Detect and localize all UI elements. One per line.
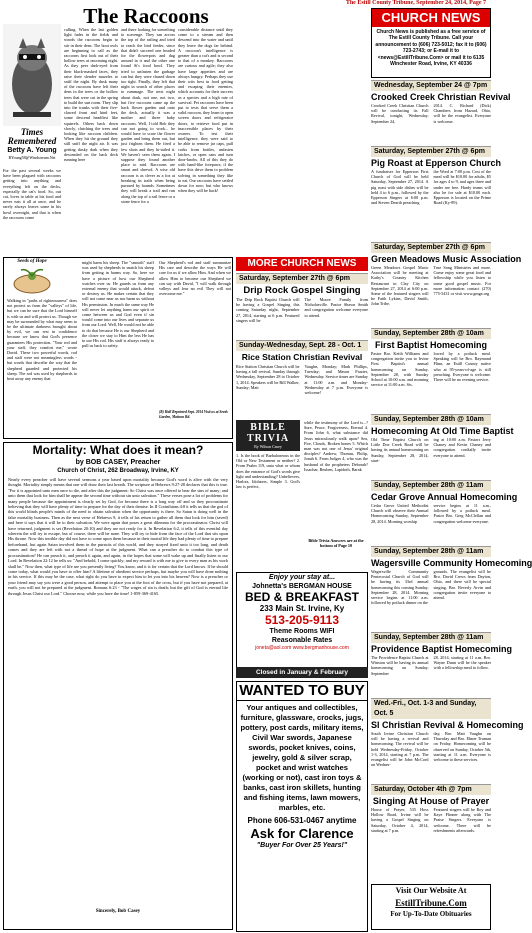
bible-trivia-byline: By Wilson Casey [254,444,282,449]
rice-station-col1: Rice Station Christian Church will be having a fall revival, Sunday through Wednesday, September 28 to October 1, 2014. Speakers will be Bill Walker, Sunday; Matt [236,364,300,390]
event-text-c1: The Providence Baptist Church at Winston will be having its annual homecoming on Sunday, September [371,655,429,676]
church-event [371,698,524,784]
event-text-c1: Crooked Creek Christian Church will be conducting its Fall Revival, tonight, Wednesday, September 24, [371,103,429,124]
event-text-c1: Old Time Baptist Church on Little Doe Creek Road will be having its annual homecoming on Sunday, September 28, 2014, start- [371,437,429,463]
event-text-c2: lowed by a potluck meal. Speaking will be Bro. Raymond Flinn, an Estill County native who at 95-years-of-age is still preaching. Everyone is welcome. There will be no evening service. [433,351,491,383]
times-author: Betty A. Young [7,147,57,154]
wanted-title: WANTED TO BUY [237,682,367,701]
bible-trivia-more: while the testimony of the Lord is...? Sure, Peace, Forgiveness, Eternal 4. From John 6, what substance did Jesus miraculously walk upon? Sea, Fire, Clouds, Broken bones 5. Which man was not one of Jesus' original disciples? Andrew, Thomas, Philip, Jonah 6. From Judges 4, who was the husband of the prophetess Deborah? Issachar, Reuben, Lapidoth, Barak [304,420,368,472]
wanted-to-buy-ad [236,681,368,932]
rice-station-date: Sunday-Wednesday, Sept. 28 - Oct. 1 [236,340,368,351]
event-date: Saturday, September 27th @ 6pm [371,146,491,157]
event-text-c1: Green Meadows Gospel Music Association will be meeting at Kathy's Country Kitchen Restaurant in Clay City on September 27, 2014 at 6:00 p.m. Some of the featured singers will be Faith Lykins, David Smith, John Tribe, [371,265,429,307]
bnb-line2: BED & BREAKFAST [244,590,359,604]
event-text-c2: Featured singers will be Roy and Kaye Flinner along with The Praise Singers. Everyone is welcome. There will be refreshments afterwards. [433,807,491,833]
wanted-slogan: "Buyer For Over 25 Years!" [256,842,348,849]
bible-trivia-answers: Bible Trivia Answers are at the bottom of Page 10 [308,538,364,548]
event-title: Sl Christian Revival & Homecoming [371,720,524,730]
hands-icon [7,260,57,296]
event-date: Saturday, October 4th @ 7pm [371,784,491,795]
drip-rock-col1: The Drip Rock Baptist Church will be having a Gospel Singing this coming Saturday night, September 27, 2014, starting at 6 p.m. Featured singers will be [236,297,300,323]
raccoons-col1-mid: By dusk many of the raccoons have left their dens in the trees or the hollow trees that were cut in the spring to build the sun room. They slip into the trunks with their five-clawed front and hind feet, some descend headfirst like squirrels. Others back down slowly, clutching the trees and looking like raccoon children. When they hit the ground they still sniff the night air. [64,79,119,147]
raccoons-col1 [64,27,118,255]
church-event [371,242,522,328]
church-event [371,328,491,414]
event-title: Crooked Creek Christian Revival [371,92,511,102]
times-remembered-column [3,128,61,168]
event-text-c1: Pastor Bro. Keith Williams and congregation invite you to Irvine First Baptist's annual homecoming on Sunday, September 28, with Sunday School at 10:00 a.m. and morning service at 11:00 a.m. Sis. [371,351,429,388]
mortality-byline: by BOB CASEY, Preacher [75,459,161,466]
event-title: Singing At House of Prayer [372,796,490,806]
raccoon-photo [3,24,61,126]
event-title: First Baptist Homecoming [374,340,487,350]
church-event [371,784,491,858]
event-title: Pig Roast at Epperson Church [371,158,502,168]
event-date: Sunday, September 28th @ 11am [371,480,491,491]
raccoons-col2: and there looking for something to scavenge. They ran across the top of the railing and tried to reach the bird feeder, since that didn't succeed one headed for the flowerpots and dug around in it and the other one found Si's food bowl. They tried to unfasten the garbage can but they were chased down too tight. Finally, they left that night in search of other places to rummage. The next night about dusk, not one, not two, but five raccoons came up the back flower garden and onto the deck, actually it was a mother and three baby raccoons. Well, I told Bob they can not going to work... he would have to scare the flower garden and bring them out, but just frighten them. He fired a few shots and they hi-tailed it. We haven't seen them again. I suppose they found another place to raid. Raccoons are smart and shrewd. A wise old raccoon is as clever as a fox at breaking its trails when being pursued by hounds. Sometimes they will break a trail and run along the top of a rail fence or a stone fence for a [121,27,175,204]
page-header: The Estill County Tribune, September 24, 2014, Page 7 [345,0,486,6]
rice-station-col2: Vaughn, Monday; Mark Phillips, Tuesday; and Mason Frazier, Wednesday. Service times are Sunday at 11:00 a.m. and Monday-Wednesday at 7 p.m. Everyone is welcome! [304,364,368,396]
visit-website-link[interactable]: EstillTribune.Com [395,898,467,908]
event-text-c1: South Irvine Christian Church will be having a revival and homecoming. The revival will be held Wednesday-Friday, October 1-3, 2014, starting at 7 p.m. The evangelist will be John McCord on Wednes- [371,731,429,768]
church-news-box [371,8,491,78]
seeds-col3-wrap [159,260,231,438]
seeds-title: Seeds of Hope [17,259,47,264]
bnb-closed-notice: Closed in January & February [236,667,368,678]
bnb-address: 233 Main St. Irvine, Ky [259,604,345,613]
bnb-name: Johnetta's BERGMAN HOUSE [252,583,352,590]
bergman-house-ad [236,572,368,668]
mortality-signature: Sincerely, Bob Casey [95,909,141,914]
mortality-title: Mortality: What does it mean? [32,443,204,457]
seeds-of-hope-box [3,257,233,439]
event-title: Green Meadows Music Association [371,254,522,264]
wanted-ask: Ask for Clarence [250,826,354,841]
visit-website-box [371,884,491,930]
event-text-c2: 28, 2014, starting at 11 a.m. Bro. Wayne Dunn will be the speaker with a fellowship meal to follow. [433,655,491,671]
event-text-c1: House of Prayer, 535 Hoss Hollow Road, Irvine will be having a Gospel Singing on Saturday, October 4, 2014, starting at 7 p.m. [371,807,429,833]
event-date: Saturday, September 27th @ 6pm [371,242,491,253]
church-news-info: Church News is published as a free service of The Estill County Tribune. Call your announcement to (606) 723-5012; fax it to (606) 723-2743; or E-mail it to <news@EstillTribune.Com> or mail it to 6135 Winchester Road, Irvine, KY 40336 [375,29,487,68]
seeds-col1: Walking in "paths of righteousness" does not protect us from the "valleys" of life, but we can be sure that the Lord himself is with us and will protect us. Though we may be surrounded by what may seem to be the ultimate darkness brought about by evil, we can rest in confidence because we know that God's presence guarantees His protection. "Your rod and your staff, they comfort me," wrote David. These two powerful words, rod and staff were not meaningless words - but words that describe the way that the shepherd guarded and protected his sheep. The rod was used by shepherds to beat away any enemy that [7,298,77,382]
drip-rock-col2: The Moore Family from Nicholasville. Pastor Shawn Smith and congregation welcome everyone to attend. [304,297,368,318]
church-event [371,414,514,480]
raccoons-heading [62,6,230,26]
drip-rock-title: Drip Rock Gospel Singing [243,285,361,296]
church-event [371,480,518,546]
event-text-c2: ing at 10:00 a.m. Pastors Jerry Chaney and Kevin Chaney and congregation cordially invite everyone to attend. [433,437,491,458]
event-text-c2: day, Bro. Matt Vaughn on Thursday and Bro. Elmer Truman on Friday. Homecoming will be observed on Sunday, October 5th, starting at 11 a.m. Everyone is welcome to these services. [433,731,491,763]
church-event [371,80,511,146]
event-text-c1: Wagersville Community Pentecostal Church of God will be having its 33rd annual homecoming this coming Sunday, September 28, 2014. Morning service begins at 11:00 a.m. followed by potluck dinner on the [371,569,429,606]
event-text-c2: grounds. The evangelist will be Bro. David Crews from Dayton, Ohio, and there will be special singing. Bro. Beverly Arvin and congregation invite everyone to attend. [433,569,491,601]
church-event [371,546,532,632]
bible-trivia-logo [236,420,300,451]
raccoons-col1-end: It was getting dusky dark when they descended on the back deck running here [64,141,119,163]
seeds-logo [7,260,57,296]
more-church-news-banner: MORE CHURCH NEWS [236,257,368,271]
bnb-tagline: Enjoy your stay at... [268,574,336,581]
wanted-phone: Phone 606-531-0467 anytime [247,816,357,825]
event-text-c2: True Song Ministries and more. Come enjoy some great food and fellowship while you listen to some good gospel music. For more information contact (270) 775-5431 or visit www.gmga.org [433,265,491,297]
event-date: Wednesday, September 24 @ 7pm [371,80,491,91]
event-title: Wagersville Community Homecoming [371,558,532,568]
mortality-box [3,442,233,930]
visit-line1: Visit Our Website At [395,886,467,895]
event-date: Sunday, September 28th @ 11am [371,632,491,643]
bible-trivia-label: BIBLE TRIVIA [246,422,290,444]
event-text-c1: A fundraiser for Epperson First Church of God will be held Saturday, September 27, 2014. A pig roast with side dishes will be held 4 to 6 p.m., followed by the Epperson Singers at 6:00 p.m. and Steven Dearth preaching [371,169,429,206]
church-events-list [371,80,532,870]
bnb-phone: 513-205-9113 [264,613,340,627]
event-title: Providence Baptist Homecoming [371,644,513,654]
bnb-rates: Reasonable Rates [271,637,333,644]
bible-trivia [236,420,368,570]
raccoons-col1-top: calling. When the last golden light fades in the fields and woods the raccoons begin to stir in their dens. The hoot owls are beginning to call as the raccoons first look out of their hollow trees at oncoming night. As they peer dark-eyed from their black-masked faces, they raise their slender muzzles to sniff the night. [64,27,118,85]
raccoon-illustration [3,24,61,126]
rice-station-title: Rice Station Christian Revival [241,352,363,362]
times-body: For the past several weeks we have been plagued with raccoons getting into anything and everything left on the decks, especially the cat's food. So, out cat, loves to table at his food and never eats it all at once, and he rarely always leaves some in his bowl overnight, and that is when the raccoons come [3,168,61,220]
church-event [371,146,502,242]
event-date: Sunday, September 28th @ 10am [371,328,491,339]
bnb-wifi: Theme Rooms WIFI [269,628,335,635]
times-email: BYoung58@Windstream.Net [8,155,56,160]
event-date: Wed.-Fri., Oct. 1-3 and Sunday, Oct. 5 [371,698,491,719]
raccoons-title: The Raccoons [83,4,209,28]
seeds-col2: might harm his sheep. The "smooth" staff was used by shepherds to snatch his sheep from getting in harms way. So, here we have a picture of how our Shepherd watches over us. He guards us from any external enemy that would attack, defeat or destroy us. He makes certain that they will not come near us nor harm us without His permission. In much the same way He will never let anything harm our spirit or come between us and God even if sin would come into our lives and separate us from our Lord. Well, He would not be able to do that because He is our Shepherd and the closer we stay to Him the less He has to use His rod. His staff is always ready to pull us back to safety. [82,260,154,349]
wanted-body: Your antiques and collectibles, furniture, glassware, crocks, jugs, pottery, post cards, military items, Civil War swords, Japanese swords, pocket knives, coins, jewelry, gold & silver scrap, pocket and wrist watches (working or not), cast iron toys & banks, cast iron skillets, hunting and fishing items, lawn mowers, marbles, etc. [240,703,364,812]
church-news-title: CHURCH NEWS [372,9,490,27]
event-title: Cedar Grove Annual Homecoming [371,492,518,502]
mortality-body: Nearly every preacher will have several sermons a year based upon mortality because God's word is alive with the very thought. Mortality simply means that one will draw their last breath. The scripture at Hebrews 9:27-28 declares that this is true. "For it is appointed unto men once to die, and after this the judgment: So Christ was once offered to bear the sins of many; and unto them that look for him shall he appear the second time without sin unto salvation." These verses pose a lot of problems for many people because the appointment is clearly set by God, for because there is a long way off and so they procrastinate believing that they will have plenty of time to prepare for the day of their demise. In II Corinthians 4:8 it tells us that the god of this world blinds people's minds of the need to obtain salvation when the opportunity is there. So Satan is doing well in the false mortality business. Then as the next verse of Hebrews 9, it tells of his return to gather all them that look for him (saved) and here it says that it will be to their salvation. We were again that poses a great dilemma for the procrastinator. Christ will have returned, judgment is set (Revelation 20:10) and they are not ready for it. In Revelation 6:2, it tells of this eventful day wherein the will try to escape, but of course, there will be none. They will try to hide from the face of the Lord that sits upon His throne. Now this terrible day did not have to come upon them because in their mortal life they had plenty of time to prepare beforehand, but again Satan involved them in the pursuits of this world, and they strayed fixed unto it too long, and death comes and they are left with not a thread of hope at the judgment. What can a preacher do to combat this type of procrastination? He can preach it, and preach it again, and again, in the hopes that some will wake up and finally listen to our Lord. In Revelation 22:12 he tells us: "And behold, I come quickly; and my reward is with me to give to every man as his work shall be." Now then, what type of life are you presently living? You know, and it is for certain that the Lord knows. If he should come today, what would you have to offer him? A lifetime of obedient service perhaps, but maybe you will have done nothing in his service. If this may be the case, what right do you have to expect him to let you into his heaven? Now is a preacher or your friend may say you were a good person, and attempt to place you at the foot of the cross, but if you have not prepared, at earth, you will not be prepared at the judgment. Romans 6:23 - "The wages of sin is death; but the gift of God is eternal life through Jesus Christ our Lord." Choose now, while you have the time! 1-859-369-4165. [8,477,228,596]
mortality-church: Church of Christ, 262 Broadway, Irvine, KY [57,468,179,474]
event-title: Homecoming At Old Time Baptist [371,426,514,436]
raccoons-col3: considerable distance until they come to a stream and then descend into the water and until they leave the dogs far behind. A raccoon's intelligence is greater than a cat's and is second to that of a monkey. Raccoons are curious and agile; they also have large appetites and are always hungry. Perhaps they use their wits best in food getting and escaping their enemies, which accounts for their success as a species and a high rate of survival. Pet raccoons have been put to tests that serve them a valid raccoon, they learn to open screen doors and refrigerator doors, to retrieve food put in inaccessible places by their owners. To test their intelligence, they were said to be able to remove jar caps, pull corks from bottles, unfasten latches, or open cans and turn door-knobs. All of this they do with hand-like forepaws; if the have this drive them to problem solving in something they like to eat. Our raccoons have settled down for now; but who knows when they will be back! [178,27,233,194]
times-title: Times Remembered [7,127,57,146]
event-text-c2: 2014. C. Richard (Dick) Chambers from Hazard, Ohio, will be the evangelist. Everyone is welcome. [433,103,491,124]
seeds-col3: Our Shepherd's rod and staff summarize His care and describe the ways He will care for us if we allow Him. And when we allow Him to become our Shepherd we can say with David, "I will walk through valleys and fear no evil They will not overcome me." [159,260,231,297]
church-event [371,632,513,698]
rice-station-event [236,340,368,418]
visit-line3: For Up-To-Date Obituaries [390,910,472,918]
drip-rock-date: Saturday, September 27th @ 6pm [236,273,368,284]
event-date: Sunday, September 28th @ 10am [371,414,491,425]
event-text-c1: Cedar Grove United Methodist Church will observe their Annual Homecoming Sunday, September 28, 2014. Morning worship [371,503,429,524]
event-text-c2: service begins at 11 a.m., followed by a potluck meal. Pastor Bro. Greg McClellan and congregation welcome everyone. [433,503,491,524]
event-text-c2: the Word at 7:00 p.m. Cost of the meal will be $10.00 for adults, $5 for ages 4 to 9, and ages three and under are free. Hardy teams will also be for sale at $10.00 each. Epperson is located on the Prime Road (Ky-89). [433,169,491,206]
bible-trivia-questions: 1. Is the book of Barbaloneous in the Old or New Testament or neither? 2. From Psalm 119, unto what or whom does the entrance of God's words give light and understanding? Unbelievers, Harlots, Idolaters, Simple 3. God's law is perfect, [236,453,300,490]
seeds-source: (R) Hall Reprinted Sept. 2014 Visit us at Seeds Garden, Mattson Rd. [159,410,228,419]
bnb-web: joneta@aol.com www.bergmanhouse.com [255,645,349,651]
event-date: Sunday, September 28th @ 11am [371,546,491,557]
